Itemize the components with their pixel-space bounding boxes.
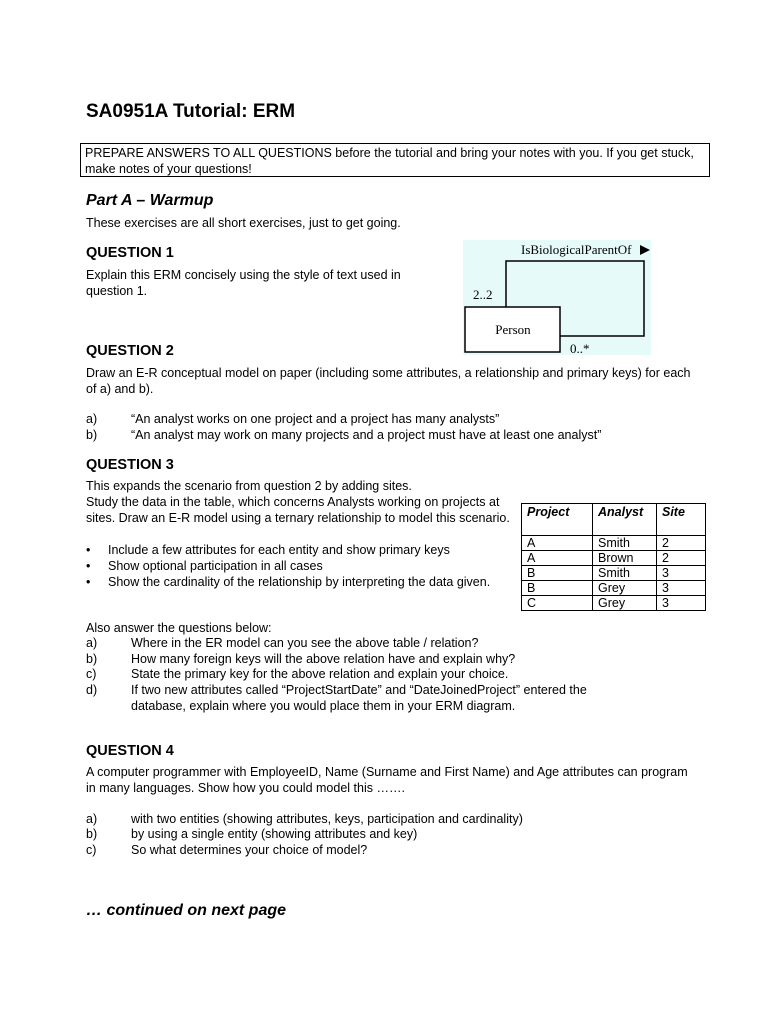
list-label: a) — [86, 412, 98, 426]
continued-note: … continued on next page — [86, 902, 287, 919]
cardinality-bottom: 0..* — [570, 341, 590, 356]
table-row — [522, 551, 706, 566]
instruction-notice: PREPARE ANSWERS TO ALL QUESTIONS before the tutorial and bring your notes with you. If you get stuck, make notes of your questions! — [80, 143, 710, 177]
list-text: State the primary key for the above relation and explain your choice. — [131, 667, 509, 681]
table-cell: Grey — [593, 581, 657, 596]
table-cell: 2 — [657, 551, 706, 566]
table-row — [522, 536, 706, 551]
table-cell: Brown — [593, 551, 657, 566]
table-cell: B — [522, 566, 593, 581]
list-text: by using a single entity (showing attributes and key) — [131, 827, 418, 841]
header-project: Project — [522, 504, 593, 536]
table-cell: Smith — [593, 566, 657, 581]
question-3-line2: Study the data in the table, which concerns Analysts working on projects at sites. Draw an E-R model using a ternary relationship to model this scenario. — [86, 495, 510, 525]
bullet-text: Show the cardinality of the relationship by interpreting the data given. — [108, 575, 491, 589]
list-label: b) — [86, 827, 98, 841]
question-3-also: Also answer the questions below: — [86, 621, 272, 635]
list-label: c) — [86, 667, 97, 681]
table-cell: 3 — [657, 596, 706, 611]
list-text: Where in the ER model can you see the above table / relation? — [131, 636, 479, 650]
bullet-text: Show optional participation in all cases — [108, 559, 323, 573]
bullet-icon: • — [86, 559, 91, 573]
header-analyst: Analyst — [593, 504, 657, 536]
part-a-intro: These exercises are all short exercises, just to get going. — [86, 216, 401, 230]
bullet-icon: • — [86, 575, 91, 589]
list-text: If two new attributes called “ProjectStartDate” and “DateJoinedProject” entered the — [131, 683, 587, 697]
question-3-heading: QUESTION 3 — [86, 457, 174, 473]
table-cell: A — [522, 551, 593, 566]
list-label: a) — [86, 812, 98, 826]
question-3-line1: This expands the scenario from question 2 by adding sites. — [86, 479, 412, 493]
table-cell: 3 — [657, 566, 706, 581]
list-text: “An analyst may work on many projects and a project must have at least one analyst” — [131, 428, 602, 442]
table-cell: 2 — [657, 536, 706, 551]
page-title: SA0951A Tutorial: ERM — [86, 101, 296, 122]
table-cell: C — [522, 596, 593, 611]
table-cell: 3 — [657, 581, 706, 596]
table-cell: Grey — [593, 596, 657, 611]
cardinality-top: 2..2 — [473, 287, 493, 302]
list-label: d) — [86, 683, 98, 697]
table-row — [522, 596, 706, 611]
project-analyst-site-table — [521, 503, 706, 611]
table-row — [522, 581, 706, 596]
question-2-text: Draw an E-R conceptual model on paper (including some attributes, a relationship and primary keys) for each of a) and b). — [86, 366, 691, 396]
question-4-heading: QUESTION 4 — [86, 743, 174, 759]
list-text: with two entities (showing attributes, keys, participation and cardinality) — [131, 812, 523, 826]
table-header-row — [522, 504, 706, 536]
question-4-text: A computer programmer with EmployeeID, Name (Surname and First Name) and Age attributes can program in many languages. Show how you could model this ……. — [86, 765, 688, 795]
table-cell: A — [522, 536, 593, 551]
question-1-text: Explain this ERM concisely using the style of text used in question 1. — [86, 268, 401, 298]
list-text: So what determines your choice of model? — [131, 843, 368, 857]
list-text-continuation: database, explain where you would place them in your ERM diagram. — [131, 699, 516, 713]
bullet-icon: • — [86, 543, 91, 557]
table-cell: Smith — [593, 536, 657, 551]
header-site: Site — [657, 504, 706, 536]
list-text: How many foreign keys will the above relation have and explain why? — [131, 652, 516, 666]
list-label: c) — [86, 843, 97, 857]
relationship-label: IsBiologicalParentOf — [521, 242, 632, 257]
bullet-text: Include a few attributes for each entity and show primary keys — [108, 543, 450, 557]
erm-diagram — [463, 240, 653, 356]
question-1-heading: QUESTION 1 — [86, 245, 174, 261]
list-label: b) — [86, 652, 98, 666]
list-text: “An analyst works on one project and a project has many analysts” — [131, 412, 500, 426]
list-label: a) — [86, 636, 98, 650]
question-2-heading: QUESTION 2 — [86, 343, 174, 359]
table-cell: B — [522, 581, 593, 596]
entity-label: Person — [495, 322, 531, 337]
part-a-heading: Part A – Warmup — [86, 192, 214, 209]
list-label: b) — [86, 428, 98, 442]
table-row — [522, 566, 706, 581]
